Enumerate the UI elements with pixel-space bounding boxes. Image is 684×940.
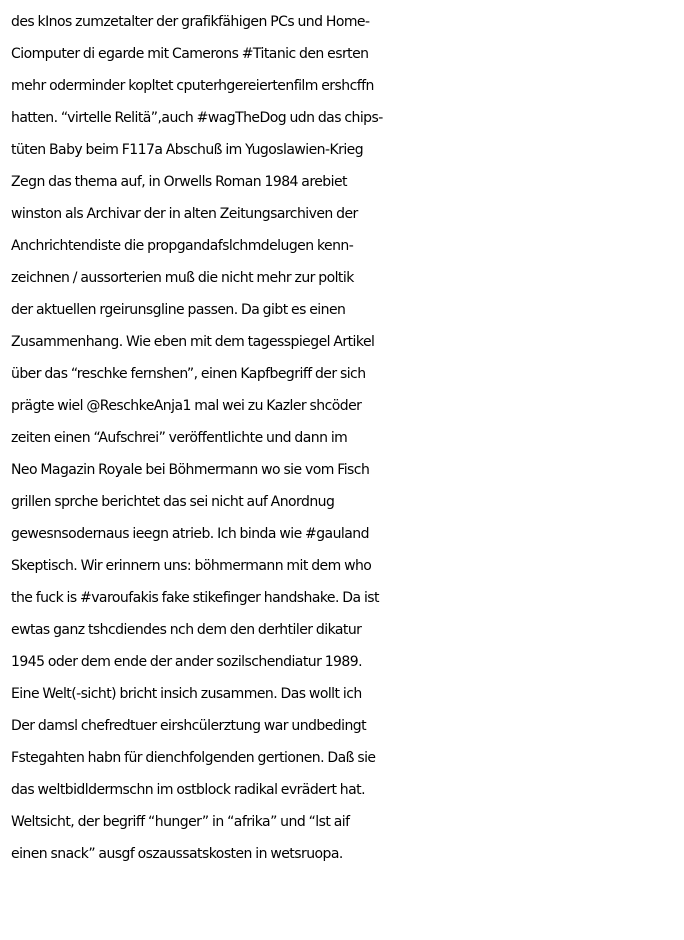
text-line: tüten Baby beim F117a Abschuß im Yugoslawien-Krieg <box>11 142 364 158</box>
text-line: mehr oderminder kopltet cputerhgereiertenfilm ershcffn <box>11 78 374 94</box>
text-line: Der damsl chefredtuer eirshcülerztung war undbedingt <box>11 718 367 734</box>
text-line: Eine Welt(-sicht) bricht insich zusammen. Das wollt ich <box>11 686 362 702</box>
text-line: Zegn das thema auf, in Orwells Roman 1984 arebiet <box>11 174 347 190</box>
text-line: Neo Magazin Royale bei Böhmermann wo sie vom Fisch <box>11 462 370 478</box>
text-line: winston als Archivar der in alten Zeitungsarchiven der <box>11 206 358 222</box>
text-line: Zusammenhang. Wie eben mit dem tagesspiegel Artikel <box>11 334 375 350</box>
text-line: über das “reschke fernshen”, einen Kapfbegriff der sich <box>11 366 366 382</box>
text-line: einen snack” ausgf oszaussatskosten in wetsruopa. <box>11 846 343 862</box>
text-line: Fstegahten habn für dienchfolgenden gertionen. Daß sie <box>11 750 376 766</box>
text-line: der aktuellen rgeirunsgline passen. Da gibt es einen <box>11 302 346 318</box>
text-line: the fuck is #varoufakis fake stikefinger handshake. Da ist <box>11 590 379 606</box>
text-line: grillen sprche berichtet das sei nicht auf Anordnug <box>11 494 335 510</box>
text-line: prägte wiel @ReschkeAnja1 mal wei zu Kazler shcöder <box>11 398 362 414</box>
body-text <box>11 6 683 870</box>
text-line: hatten. “virtelle Relitä”,auch #wagTheDog udn das chips- <box>11 110 383 126</box>
text-line: des kInos zumzetalter der grafikfähigen PCs und Home- <box>11 14 370 30</box>
text-line: zeiten einen “Aufschrei” veröffentlichte und dann im <box>11 430 348 446</box>
text-line: zeichnen / aussorterien muß die nicht mehr zur poltik <box>11 270 354 286</box>
text-line: das weltbidldermschn im ostblock radikal evrädert hat. <box>11 782 365 798</box>
text-line: Anchrichtendiste die propgandafslchmdelugen kenn- <box>11 238 354 254</box>
text-line: 1945 oder dem ende der ander sozilschendiatur 1989. <box>11 654 363 670</box>
text-line: Weltsicht, der begriff “hunger” in “afrika” und “lst aif <box>11 814 350 830</box>
text-line: Skeptisch. Wir erinnern uns: böhmermann mit dem who <box>11 558 372 574</box>
text-line: Ciomputer di egarde mit Camerons #Titanic den esrten <box>11 46 369 62</box>
text-line: gewesnsodernaus ieegn atrieb. Ich binda wie #gauland <box>11 526 369 542</box>
text-line: ewtas ganz tshcdiendes nch dem den derhtiler dikatur <box>11 622 362 638</box>
